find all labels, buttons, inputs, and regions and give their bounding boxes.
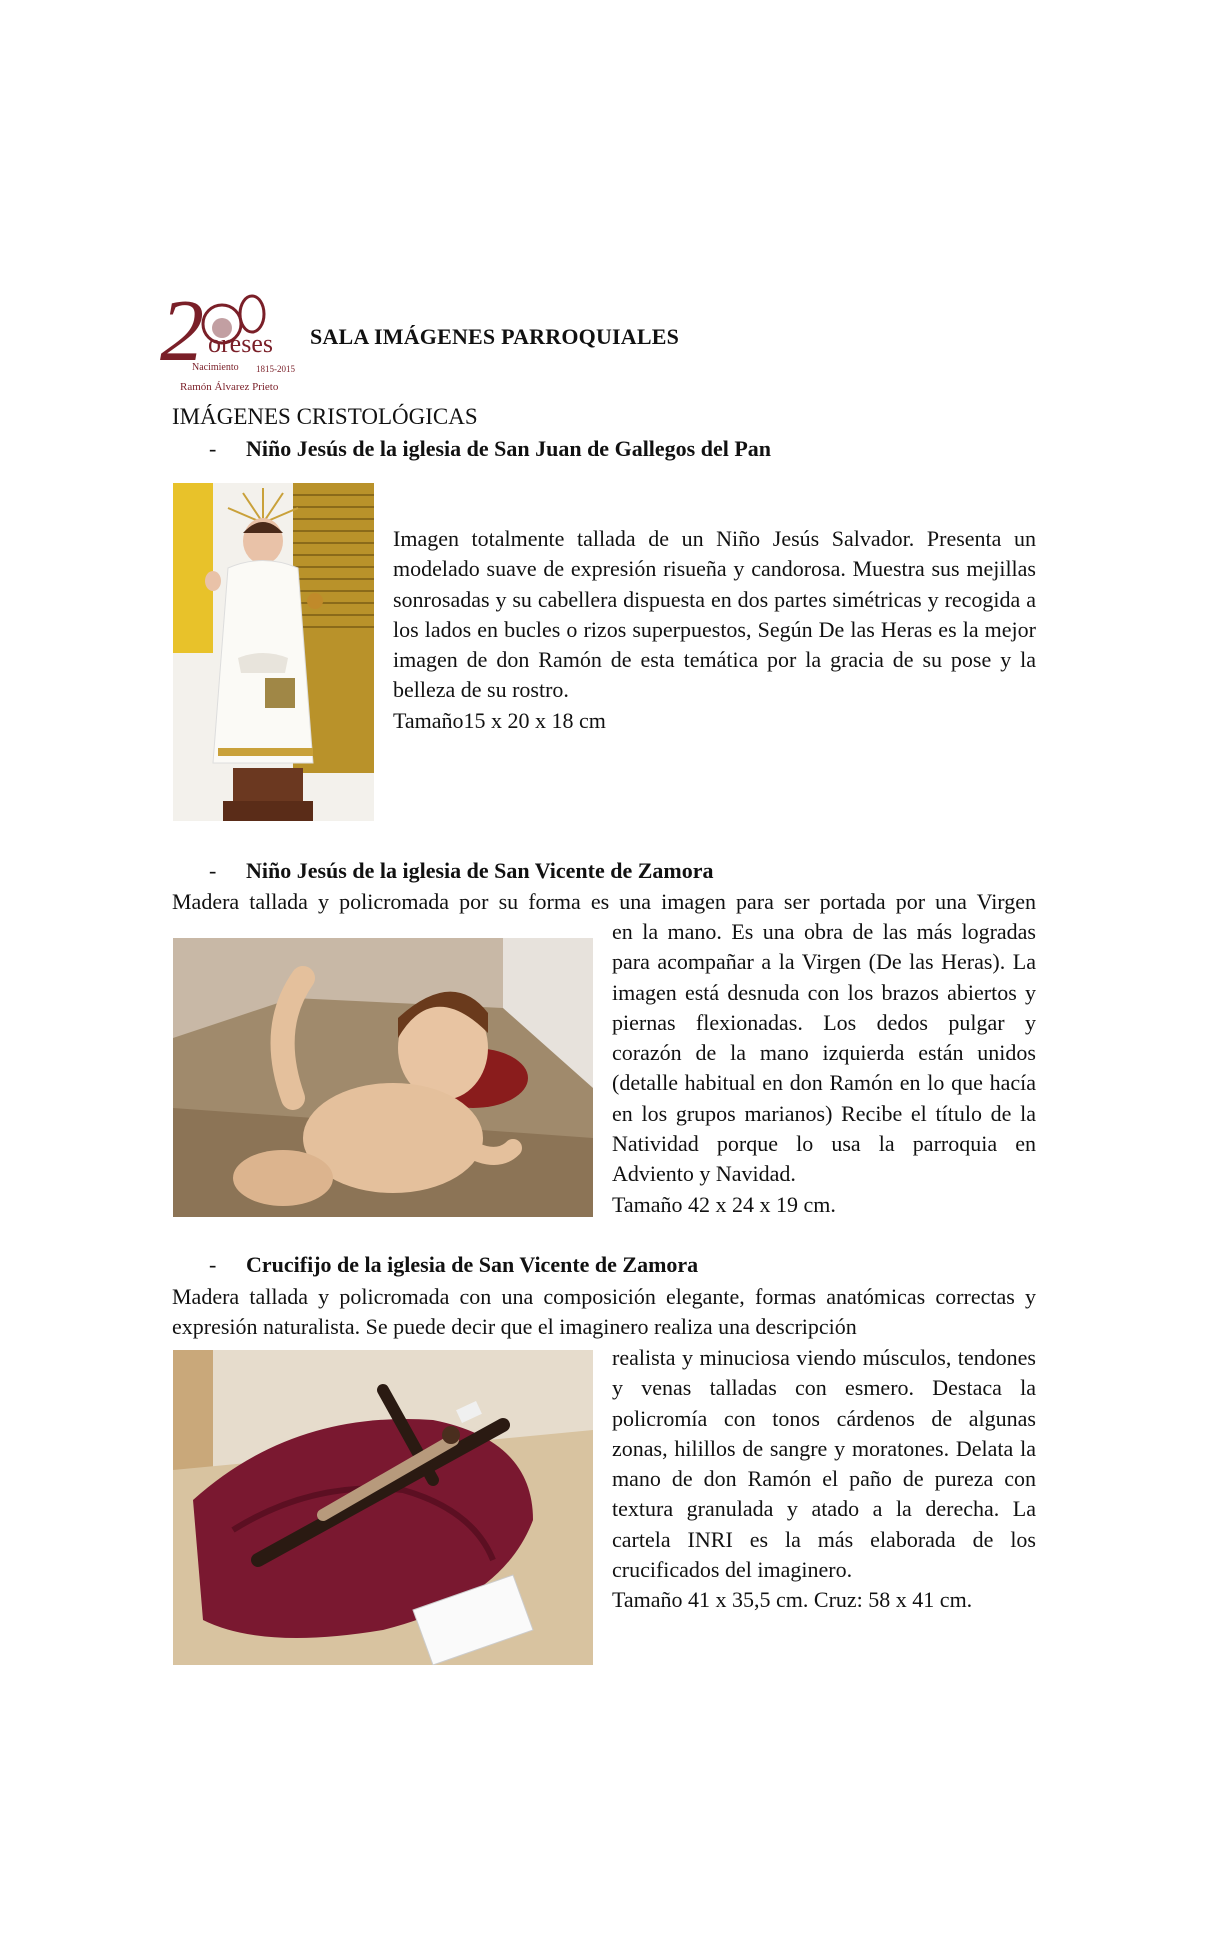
logo-number: 2 — [160, 283, 204, 380]
logo-name: oreses — [208, 329, 273, 358]
item-2-heading: Niño Jesús de la iglesia de San Vicente de Zamora — [246, 858, 714, 883]
photo-nino-jesus-san-vicente — [173, 938, 593, 1217]
item-3-lead-text: Madera tallada y policromada con una composición elegante, formas anatómicas correctas y expresión naturalista. Se puede decir que el imaginero realiza una descripción — [172, 1284, 1036, 1340]
item-2-text: en la mano. Es una obra de las más logradas para acompañar a la Virgen (De las Heras). La imagen está desnuda con los brazos abiertos y piernas flexionadas. Los dedos pulgar y corazón de la mano izquierda están unidos (detalle habitual en don Ramón en lo que hacía en los grupos marianos) Recibe el título de la Natividad porque lo usa la parroquia en Adviento y Navidad. — [612, 919, 1036, 1187]
photo-crucifijo-san-vicente — [173, 1350, 593, 1665]
item-1-description — [393, 524, 1036, 736]
item-3-heading: Crucifijo de la iglesia de San Vicente de Zamora — [246, 1252, 699, 1277]
item-1-text: Imagen totalmente tallada de un Niño Jesús Salvador. Presenta un modelado suave de expresión risueña y candorosa. Muestra sus mejillas sonrosadas y su cabellera dispuesta en dos partes simétricas y recogida a los lados en bucles o rizos superpuestos, Según De las Heras es la mejor imagen de don Ramón de esta temática por la gracia de su pose y la belleza de su rostro. — [393, 526, 1036, 703]
item-1-size: Tamaño15 x 20 x 18 cm — [393, 707, 606, 733]
item-2-description — [612, 917, 1036, 1220]
item-3-dash: - — [209, 1252, 217, 1277]
logo-years: 1815-2015 — [256, 364, 295, 374]
photo-nino-jesus-gallegos — [173, 483, 374, 821]
section-title: IMÁGENES CRISTOLÓGICAS — [172, 404, 478, 429]
logo-person: Ramón Álvarez Prieto — [180, 381, 279, 393]
item-3-text: realista y minuciosa viendo músculos, tendones y venas talladas con esmero. Destaca la policromía con tonos cárdenos de algunas zonas, hilillos de sangre y moratones. Delata la mano de don Ramón el paño de pureza con textura granulada y atado a la derecha. La cartela INRI es la más elaborada de los crucificados del imaginero. — [612, 1345, 1036, 1583]
item-3-size: Tamaño 41 x 35,5 cm. Cruz: 58 x 41 cm. — [612, 1587, 973, 1613]
logo-graphic — [160, 278, 300, 396]
item-2-dash: - — [209, 858, 217, 883]
item-1-heading: Niño Jesús de la iglesia de San Juan de Gallegos del Pan — [246, 436, 772, 461]
logo — [160, 278, 300, 396]
item-3-description — [612, 1343, 1036, 1616]
item-1-dash: - — [209, 436, 217, 461]
item-2-lead-text: Madera tallada y policromada por su forma es una imagen para ser portada por una Virgen — [172, 889, 1036, 914]
item-2-size: Tamaño 42 x 24 x 19 cm. — [612, 1191, 836, 1217]
page-title: SALA IMÁGENES PARROQUIALES — [310, 324, 680, 349]
logo-caption: Nacimiento — [192, 362, 239, 373]
